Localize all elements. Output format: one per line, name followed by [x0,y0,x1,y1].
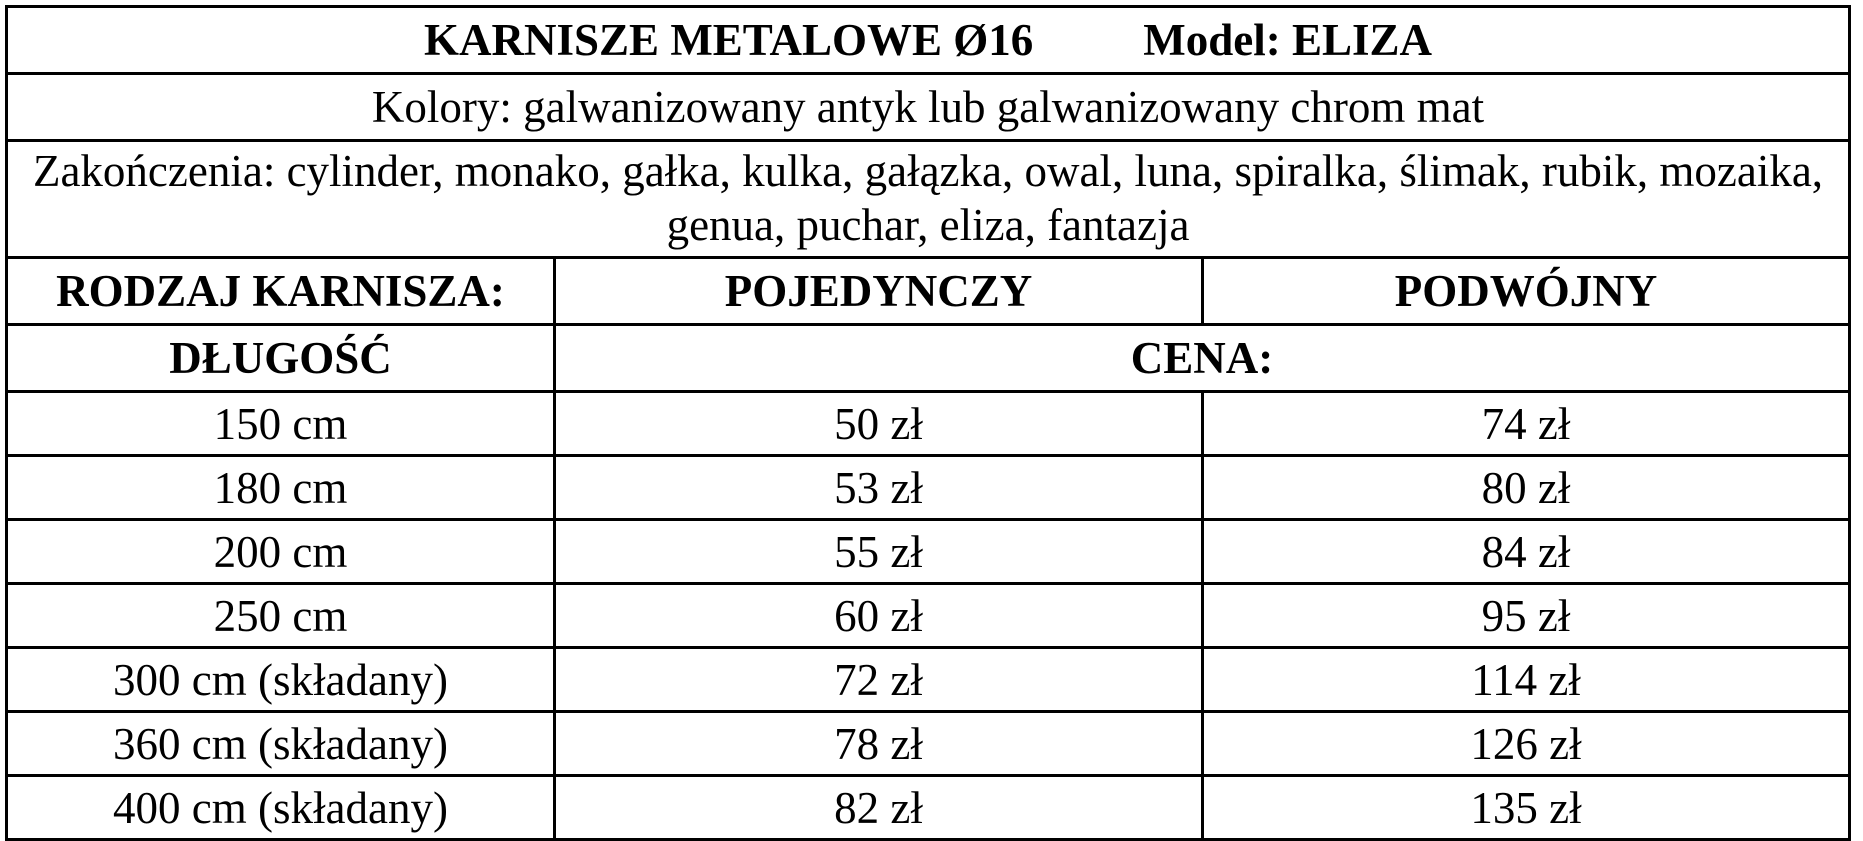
single-price-cell: 78 zł [555,712,1203,776]
length-cell: 360 cm (składany) [7,712,555,776]
title-row [7,7,1850,74]
single-price-cell: 55 zł [555,520,1203,584]
length-cell: 300 cm (składany) [7,648,555,712]
double-price-cell: 95 zł [1203,584,1850,648]
column-header-row [7,258,1850,325]
subheader-row [7,325,1850,392]
title-cell [7,7,1850,74]
type-label: RODZAJ KARNISZA: [7,258,555,325]
single-price-cell: 82 zł [555,776,1203,840]
double-price-cell: 74 zł [1203,392,1850,456]
double-price-cell: 84 zł [1203,520,1850,584]
model-name: Model: ELIZA [1143,15,1433,65]
table-row [7,648,1850,712]
table-row [7,520,1850,584]
table-row [7,584,1850,648]
length-cell: 250 cm [7,584,555,648]
double-price-cell: 126 zł [1203,712,1850,776]
table-row [7,392,1850,456]
endings-text: Zakończenia: cylinder, monako, gałka, kulka, gałązka, owal, luna, spiralka, ślimak, rubik, mozaika, genua, puchar, eliza, fantazja [7,141,1850,258]
endings-row [7,141,1850,258]
price-rows [7,392,1850,840]
double-price-cell: 114 zł [1203,648,1850,712]
single-price-cell: 60 zł [555,584,1203,648]
price-sheet [5,5,1848,841]
length-cell: 400 cm (składany) [7,776,555,840]
length-cell: 180 cm [7,456,555,520]
product-title: KARNISZE METALOWE Ø16 [424,15,1034,65]
single-price-cell: 50 zł [555,392,1203,456]
length-cell: 200 cm [7,520,555,584]
single-column-header: POJEDYNCZY [555,258,1203,325]
single-price-cell: 53 zł [555,456,1203,520]
table-row [7,712,1850,776]
double-price-cell: 80 zł [1203,456,1850,520]
length-label: DŁUGOŚĆ [7,325,555,392]
price-label: CENA: [555,325,1850,392]
double-price-cell: 135 zł [1203,776,1850,840]
table-row [7,456,1850,520]
colors-text: Kolory: galwanizowany antyk lub galwanizowany chrom mat [7,74,1850,141]
table-row [7,776,1850,840]
single-price-cell: 72 zł [555,648,1203,712]
double-column-header: PODWÓJNY [1203,258,1850,325]
colors-row [7,74,1850,141]
length-cell: 150 cm [7,392,555,456]
price-table [5,5,1851,841]
